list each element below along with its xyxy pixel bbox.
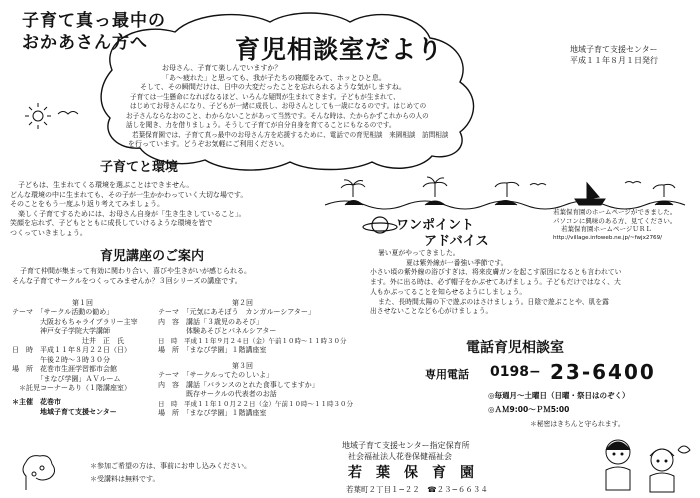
session-2-row: テーマ 「元気にあそぼう カンガルーシアター」 (158, 308, 315, 316)
session-1-row: 神戸女子学院大学講師 (12, 327, 110, 335)
session-2-heading: 第２回 (232, 299, 253, 307)
intro-line: を行っています。どうぞお気軽にご利用ください。 (128, 140, 289, 148)
phone-schedule (488, 389, 630, 431)
course-note: ＊受講料は無料です。 (90, 474, 160, 483)
advice-line: 暑い夏がやってきました。 (378, 249, 460, 257)
environment-line: 笑顔を忘れず、子どもとともに成長していけるような環境を皆で (10, 219, 213, 227)
intro-line: そして、その瞬間だけは、日中の大変だったことを忘れられるような気がしますね。 (140, 83, 406, 91)
homepage-line: 若葉保育園ホームページＵＲＬ (561, 225, 652, 234)
session-1-row: 場 所 花巻市生涯学習都市会館 (12, 365, 117, 373)
footer-line-1: 地域子育て支援センター指定保育所 (342, 441, 470, 450)
footer-line-2: 社会福祉法人花巻保健福祉会 (348, 452, 452, 461)
advice-line: 夏は紫外線が一番強い季節です。 (406, 258, 508, 267)
header-org: 地域子育て支援センター (570, 45, 658, 54)
advice-title-line-2: アドバイス (424, 234, 489, 249)
homepage-url-link[interactable]: http://village.infoweb.ne.jp/~fwjx2769/ (553, 234, 663, 241)
advice-line: 小さい頃の紫外線の浴びすぎは、将来皮膚ガンを起こす原因になるとも言われてい (370, 268, 622, 277)
environment-line: つくっていきましょう。 (10, 228, 87, 237)
session-2-details (158, 308, 347, 356)
course-intro-line: そんな子育てサークルをつくってみませんか？３回シリーズの講座です。 (12, 276, 242, 285)
organizer-line: ＊主催 花巻市 (12, 398, 61, 406)
footer-address: 若葉町２丁目１−２２ ☎２３−６６３４ (346, 485, 488, 494)
session-2-row: 体験あそびとパネルシアター (158, 327, 277, 335)
phone-schedule-line: ＊秘密はきちんと守られます。 (530, 420, 625, 428)
intro-line: 子育ては一生懸命になればなるほど、いろんな疑問が生まれてきます。子どもが生まれて、 (130, 92, 400, 101)
phone-schedule-line: ◎毎週月〜土曜日（日曜・祭日はのぞく） (488, 391, 630, 400)
environment-line: 子どもは、生まれてくる環境を選ぶことはできません。 (18, 181, 194, 189)
session-1-row: 午後２時〜３時３０分 (12, 355, 110, 364)
advice-line: 人もかぶってることを知らせるようにしましょう。 (370, 287, 527, 296)
session-3-details (158, 371, 353, 419)
session-2-row: 日 時 平成１１年９月２４日（金）午前１０時〜１１時３０分 (158, 336, 347, 345)
environment-line: どんな環境の中に生まれても、その子が一生かかわっていく大切な場です。 (10, 190, 248, 199)
session-3-row: 既存サークルの代表者のお話 (158, 390, 277, 398)
tagline-line-2: おかあさん方へ (22, 33, 148, 53)
homepage-line: 若葉保育園のホームページができました。 (553, 208, 677, 216)
environment-title: 子育てと環境 (100, 160, 179, 175)
course-note: ＊参加ご希望の方は、事前にお申し込みください。 (90, 462, 251, 470)
session-1-row: 辻井 正 氏 (12, 336, 124, 345)
environment-line: 楽しく子育てするためには、お母さん自身が「生き生きしていること」。 (18, 209, 246, 218)
tree-illustration (20, 450, 56, 494)
footer-nursery-name: 若 葉 保 育 園 (348, 465, 474, 481)
phone-label: 専用電話 (425, 368, 469, 381)
phone-area-code[interactable]: 0198− (490, 364, 541, 380)
intro-line: お子さんならなおのこと、わからないことがあって当然です。そんな時は、たからかずこれからの人の (126, 111, 429, 120)
organizer-line: 地域子育て支援センター (12, 407, 117, 416)
course-notes (90, 462, 251, 484)
advice-line: 出させないことなども心がけましょう。 (370, 307, 493, 316)
page-title: 育児相談室だより (235, 35, 444, 64)
intro-line: 「あ〜疲れた」と思っても、我が子たちの寝顔をみて、ホッとひと息。 (162, 73, 386, 82)
advice-line: ます。外に出る時は、必ず帽子をかぶせてあげましょう。子どもだけではなく、大 (370, 278, 621, 287)
advice-line: また、長時間太陽の下で遊ぶのはさけましょう。日陰で遊ぶことや、肌を露 (378, 297, 609, 306)
homepage-line: パソコンに興味のある方、見てください。 (553, 216, 677, 225)
session-2-row: 場 所 「まなび学園」１階講座室 (158, 346, 267, 354)
intro-line: 話しを聞き、力を借りましょう。そうして子育てが自分自身を育てることにもなるのです。 (126, 121, 396, 129)
phone-title: 電話育児相談室 (466, 340, 564, 356)
session-1-row: 日 時 平成１１年８月２２日（日） (12, 346, 131, 354)
advice-title-line-1: ワンポイント (396, 218, 475, 233)
course-intro (12, 267, 251, 286)
header-date: 平成１１年８月１日発行 (570, 56, 658, 65)
course-intro-line: 子育て仲間が集まって有効に関わり合い、喜びや生きがいが感じられる。 (20, 267, 251, 275)
session-1-heading: 第１回 (72, 299, 93, 307)
phone-number[interactable]: 23-6400 (550, 360, 656, 384)
session-2-row: 内 容 講話「３歳児のあそび」 (158, 317, 263, 326)
sun-illustration (20, 102, 80, 132)
intro-line: はじめてお母さんになり、子どもが一緒に成長し、お母さんとしても一歳になるのです。はじめての (130, 102, 427, 110)
intro-paragraph (126, 64, 471, 150)
intro-line: 若葉保育園では、子育て真っ最中のお母さん方を応援するために、電話での育児相談 来園相談 訪問相談 (132, 130, 449, 139)
session-3-row: 場 所 「まなび学園」１階講座室 (158, 409, 267, 417)
session-1-row: テーマ 「サークル活動の勧め」 (12, 308, 114, 316)
tagline-line-1: 子育て真っ最中の (22, 11, 166, 31)
homepage-notice (553, 208, 676, 242)
children-illustration (592, 430, 698, 496)
session-3-heading: 第３回 (232, 362, 253, 370)
environment-line: そのことをもう一度ふり返り考えてみましょう。 (10, 200, 164, 208)
session-1-row: ＊託児コーナーあり（１階講座室） (12, 384, 131, 392)
session-1-details (12, 308, 138, 394)
session-3-row: テーマ 「サークルってたのしいよ」 (158, 371, 274, 379)
session-3-row: 内 容 講話「バランスのとれた食事してますか」 (158, 380, 319, 389)
environment-paragraph (10, 181, 247, 238)
session-1-row: 「まなび学園」ＡＶルーム (12, 374, 121, 383)
session-1-row: 大阪おもちゃライブラリー主宰 (12, 317, 138, 326)
advice-paragraph (370, 249, 621, 317)
intro-line: お母さん、子育て楽しんでいますか？ (162, 64, 282, 72)
planet-icon (362, 212, 398, 238)
course-title: 育児講座のご案内 (100, 249, 205, 264)
phone-schedule-line: ◎ＡＭ9:00〜ＰＭ5:00 (488, 405, 570, 414)
session-3-row: 日 時 平成１１年１０月２２日（金）午前１０時〜１１時３０分 (158, 399, 353, 408)
organizer (12, 398, 117, 417)
